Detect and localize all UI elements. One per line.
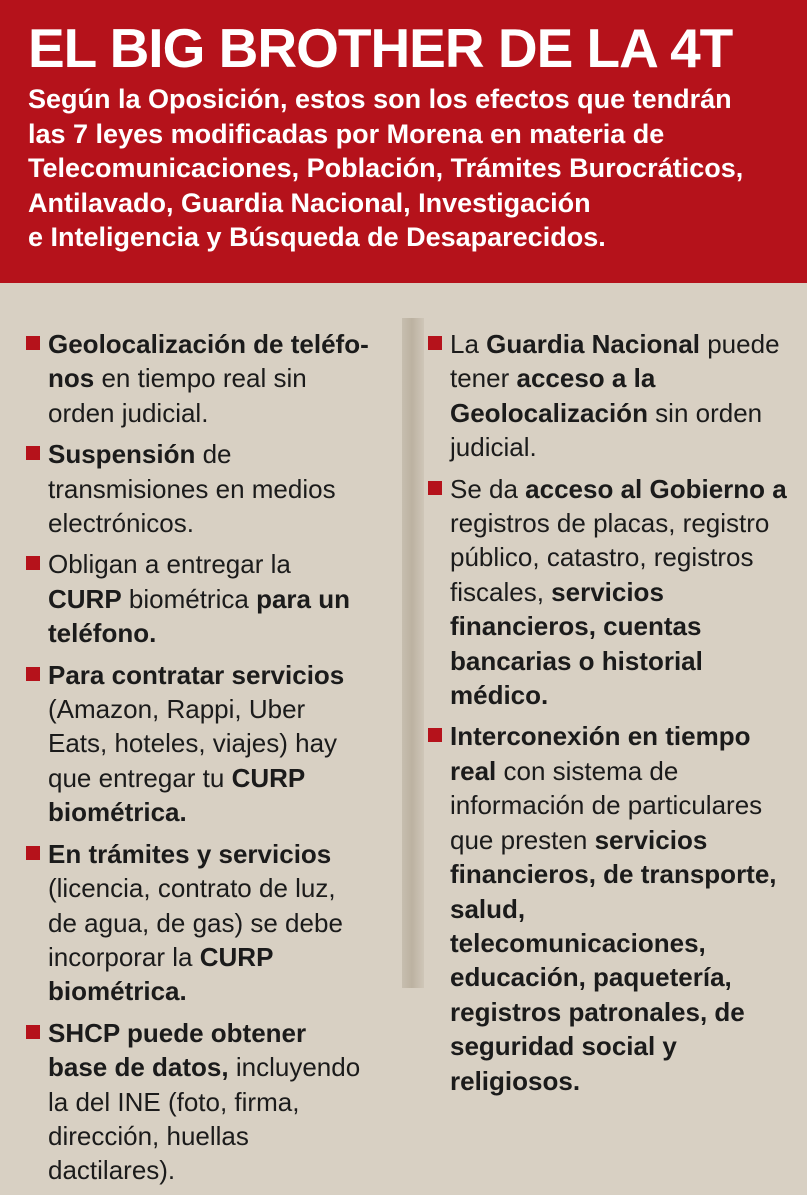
page-title: EL BIG BROTHER DE LA 4T	[28, 17, 733, 79]
bold-text: CURP biométrica.	[48, 941, 273, 1007]
item-text: Se da	[450, 473, 526, 504]
bold-text: servicios financieros, de transporte, salud, telecomunicaciones, educación, paquetería, registros patronales, de seguridad social y religiosos.	[450, 824, 777, 1096]
subtitle-line: Telecomunicaciones, Población, Trámites Burocráticos,	[28, 153, 744, 183]
square-bullet-icon	[26, 336, 40, 350]
list-item	[428, 719, 788, 1097]
item-text: biométrica	[121, 583, 257, 614]
item-text: sin orden judicial.	[450, 397, 763, 463]
bold-text: Guardia Nacional	[486, 329, 700, 359]
subtitle-line: Según la Oposición, estos son los efectos que tendrán	[28, 84, 732, 114]
item-text: con sistema de información de particulares que presten	[450, 755, 763, 855]
page-subtitle	[28, 82, 798, 255]
list-item	[26, 658, 371, 830]
header-banner	[0, 0, 807, 283]
item-text: registros de placas, registro público, catastro, registros fiscales,	[450, 508, 770, 607]
list-item	[26, 547, 371, 650]
square-bullet-icon	[26, 556, 40, 570]
square-bullet-icon	[26, 667, 40, 681]
item-text: La	[450, 329, 487, 359]
square-bullet-icon	[428, 336, 442, 350]
subtitle-line: Antilavado, Guardia Nacional, Investigación	[28, 187, 591, 218]
square-bullet-icon	[428, 481, 442, 495]
subtitle-line: las 7 leyes modificadas por Morena en materia de	[28, 118, 665, 149]
bold-text: CURP biométrica.	[48, 762, 305, 828]
item-text: (licencia, contrato de luz, de agua, de gas) se debe incorporar la	[48, 873, 343, 972]
item-text: incluyendo la del INE (foto, firma, dirección, huellas dactilares).	[48, 1052, 361, 1186]
bold-text: acceso al Gobierno a	[525, 473, 787, 504]
list-item	[428, 472, 788, 713]
list-item	[26, 837, 371, 1009]
bold-text: servicios financieros, cuentas bancarias o historial médico.	[450, 576, 703, 711]
item-text: puede tener	[450, 329, 780, 394]
list-item	[26, 437, 371, 540]
bold-text: para un teléfono.	[48, 583, 350, 649]
bold-text: En trámites y servicios	[48, 838, 332, 869]
column-divider	[402, 318, 424, 988]
right-column-list	[428, 327, 788, 1105]
bold-text: Suspensión	[48, 439, 196, 470]
square-bullet-icon	[428, 728, 442, 742]
item-text: en tiempo real sin orden judicial.	[48, 363, 307, 428]
item-text: Obligan a entregar la	[48, 549, 291, 580]
list-item	[428, 327, 788, 465]
bold-text: nos	[48, 363, 95, 394]
subtitle-line: e Inteligencia y Búsqueda de Desaparecidos.	[28, 222, 606, 252]
bold-text: acceso a la Geolocalización	[450, 363, 656, 428]
item-text: de transmisiones en medios electrónicos.	[48, 439, 336, 539]
square-bullet-icon	[26, 1025, 40, 1039]
bold-text: Interconexión en tiempo real	[450, 721, 751, 786]
item-text: (Amazon, Rappi, Uber Eats, hoteles, viajes) hay que entregar tu	[48, 694, 338, 793]
bold-text: SHCP puede obtener base de datos,	[48, 1017, 307, 1083]
bold-text: Geolocalización de teléfo-	[48, 329, 369, 359]
list-item	[26, 327, 371, 430]
list-item	[26, 1016, 371, 1188]
bold-text: CURP	[48, 583, 122, 614]
bold-text: Para contratar servicios	[48, 659, 345, 690]
square-bullet-icon	[26, 846, 40, 860]
left-column-list	[26, 327, 371, 1195]
square-bullet-icon	[26, 446, 40, 460]
